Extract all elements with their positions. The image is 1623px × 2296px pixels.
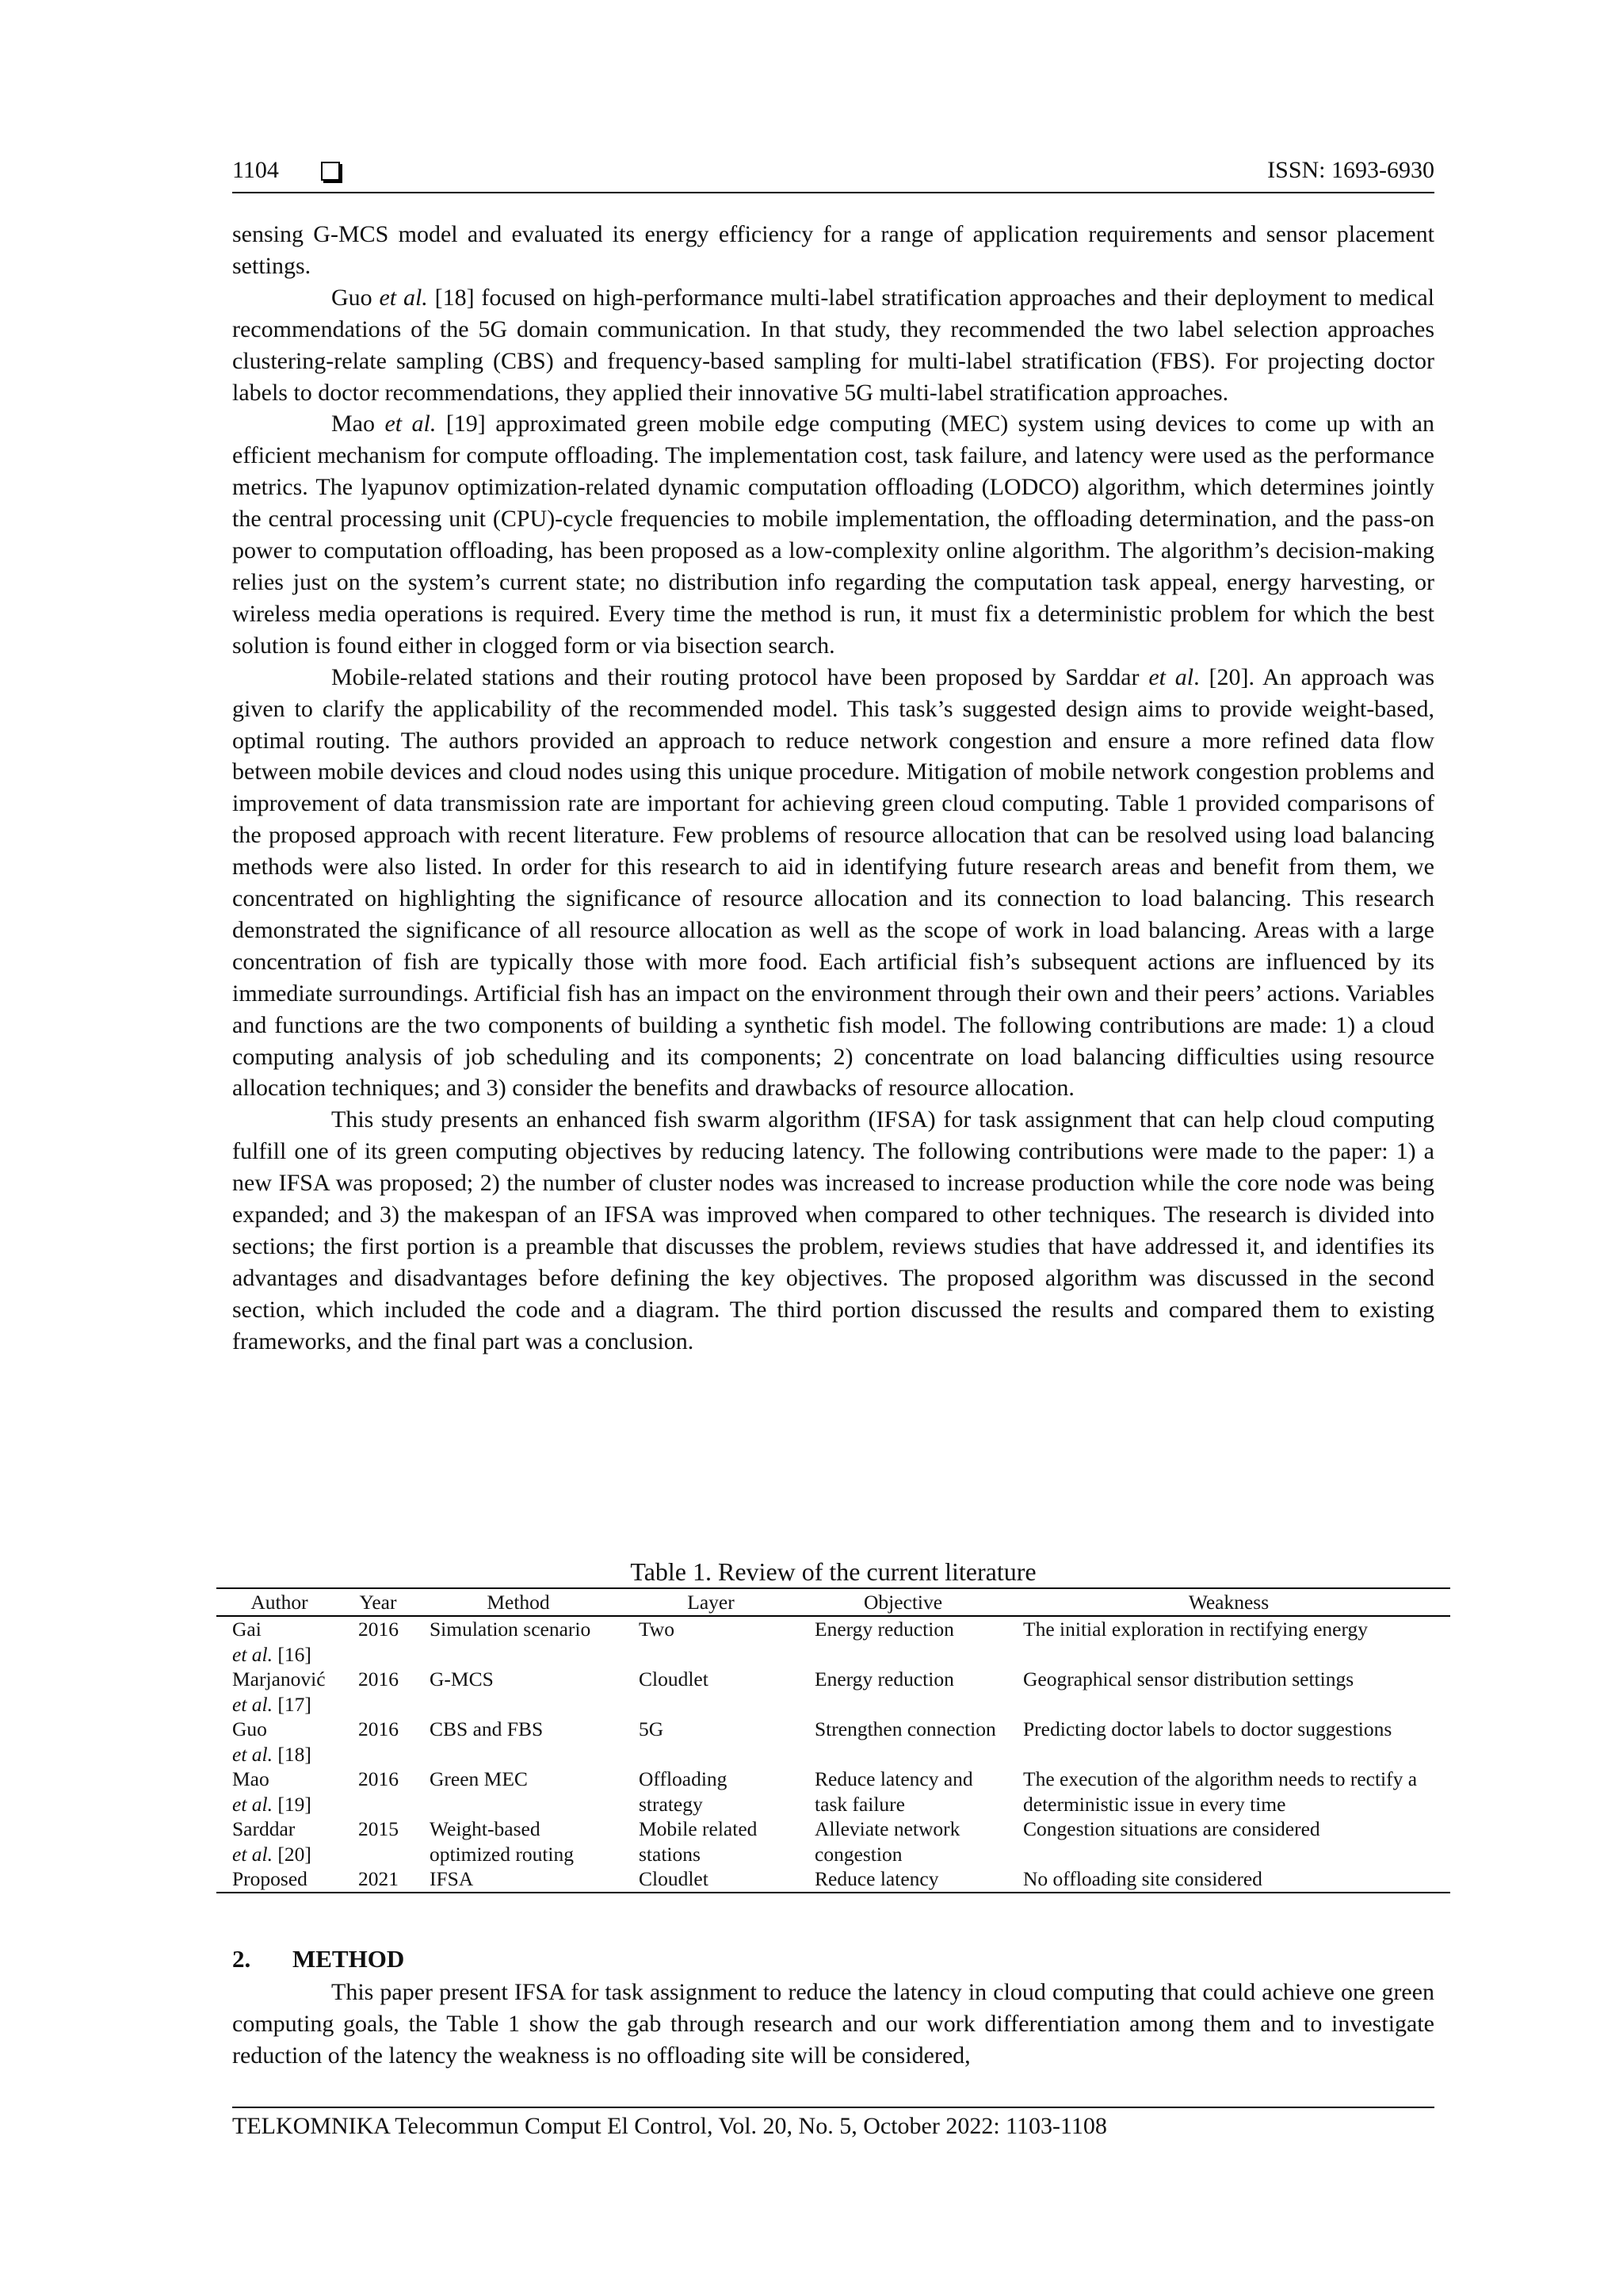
method-cell: Weight-based optimized routing bbox=[430, 1817, 575, 1866]
author-cell bbox=[216, 1667, 342, 1717]
body-text bbox=[232, 219, 1434, 1358]
author-name: Sarddar bbox=[232, 1817, 296, 1840]
author-ref: et al. [17] bbox=[232, 1692, 311, 1716]
text-run: [18] focused on high-performance multi-label stratification approaches and their deployment to medical recommendations of the 5G domain communication. In that study, they recommended the two label selection approaches clustering-relate sampling (CBS) and frequency-based sampling for multi-label stratification (FBS). For projecting doctor labels to doctor recommendations, they applied their innovative 5G multi-label stratification approaches. bbox=[232, 284, 1434, 406]
table-row bbox=[216, 1817, 1450, 1866]
layer-cell: Cloudlet bbox=[639, 1867, 708, 1890]
author-name: Mao bbox=[232, 1767, 269, 1790]
method-cell: Simulation scenario bbox=[430, 1618, 591, 1641]
author-cell bbox=[216, 1866, 342, 1893]
column-header: Year bbox=[359, 1590, 397, 1614]
layer-cell: Two bbox=[639, 1618, 674, 1641]
objective-cell: Strengthen connection bbox=[815, 1717, 996, 1740]
text-run: [19] approximated green mobile edge computing (MEC) system using devices to come up with an efficient mechanism for compute offloading. The implementation cost, task failure, and latency were used as the performance metrics. The lyapunov optimization-related dynamic computation offloading (LODCO) algorithm, which determines jointly the central processing unit (CPU)-cycle frequencies to mobile implementation, the offloading determination, and the pass-on power to computation offloading, has been proposed as a low-complexity online algorithm. The algorithm’s decision-making relies just on the system’s current state; no distribution info regarding the computation task appeal, energy harvesting, or wireless media operations is required. Every time the method is run, it must fix a deterministic problem for which the best solution is found either in clogged form or via bisection search. bbox=[232, 411, 1434, 659]
weakness-cell: Predicting doctor labels to doctor suggestions bbox=[1023, 1717, 1392, 1740]
objective-cell: Reduce latency bbox=[815, 1867, 939, 1890]
author-ref: et al. [19] bbox=[232, 1792, 311, 1816]
weakness-cell: No offloading site considered bbox=[1023, 1867, 1262, 1890]
section-title: METHOD bbox=[292, 1945, 405, 1973]
year-cell: 2016 bbox=[358, 1618, 399, 1641]
paragraph bbox=[232, 282, 1434, 409]
year-cell: 2016 bbox=[358, 1717, 399, 1740]
method-cell: G-MCS bbox=[430, 1668, 494, 1690]
et-al: et al bbox=[1148, 663, 1194, 690]
literature-table bbox=[216, 1587, 1450, 1893]
table-row bbox=[216, 1866, 1450, 1893]
author-name: Proposed bbox=[232, 1867, 307, 1890]
paragraph bbox=[232, 662, 1434, 1105]
text-run: Mao bbox=[331, 411, 385, 437]
paragraph: This paper present IFSA for task assignment to reduce the latency in cloud computing that could achieve one green computing goals, the Table 1 show the gab through research and our work differentiation among them and to investigate reduction of the latency the weakness is no offloading site will be considered, bbox=[232, 1979, 1434, 2069]
table-row bbox=[216, 1767, 1450, 1817]
method-cell: CBS and FBS bbox=[430, 1717, 544, 1740]
author-cell bbox=[216, 1616, 342, 1667]
column-header: Method bbox=[487, 1590, 550, 1614]
column-header: Layer bbox=[687, 1590, 735, 1614]
author-name: Guo bbox=[232, 1717, 267, 1740]
objective-cell: Reduce latency and task failure bbox=[815, 1767, 973, 1816]
column-header: Author bbox=[250, 1590, 308, 1614]
paragraph: This study presents an enhanced fish swarm algorithm (IFSA) for task assignment that can help cloud computing fulfill one of its green computing objectives by reducing latency. The following contributions were made to the paper: 1) a new IFSA was proposed; 2) the number of cluster nodes was increased to increase production while the core node was being expanded; and 3) the makespan of an IFSA was improved when compared to other techniques. The research is divided into sections; the first portion is a preamble that discusses the problem, reviews studies that have addressed it, and identifies its advantages and disadvantages before defining the key objectives. The proposed algorithm was discussed in the second section, which included the code and a diagram. The third portion discussed the results and compared them to existing frameworks, and the final part was a conclusion. bbox=[232, 1106, 1434, 1354]
et-al: et al. bbox=[384, 411, 437, 437]
paragraph bbox=[232, 408, 1434, 661]
author-cell bbox=[216, 1717, 342, 1767]
weakness-cell: The execution of the algorithm needs to rectify a deterministic issue in every time bbox=[1023, 1767, 1418, 1816]
author-name: Marjanović bbox=[232, 1668, 326, 1690]
weakness-cell: Geographical sensor distribution settings bbox=[1023, 1668, 1354, 1690]
method-cell: Green MEC bbox=[430, 1767, 528, 1790]
paragraph: sensing G-MCS model and evaluated its energy efficiency for a range of application requirements and sensor placement settings. bbox=[232, 221, 1434, 279]
table-row bbox=[216, 1667, 1450, 1717]
author-ref: et al. [20] bbox=[232, 1842, 311, 1866]
layer-cell: Cloudlet bbox=[639, 1668, 708, 1690]
author-name: Gai bbox=[232, 1618, 262, 1641]
text-run: Mobile-related stations and their routing protocol have been proposed by Sarddar bbox=[331, 663, 1149, 690]
text-run: Guo bbox=[331, 284, 380, 311]
page-number: 1104 bbox=[232, 157, 279, 183]
column-header: Weakness bbox=[1188, 1590, 1270, 1614]
objective-cell: Energy reduction bbox=[815, 1668, 954, 1690]
year-cell: 2021 bbox=[358, 1867, 399, 1890]
column-header: Objective bbox=[863, 1590, 943, 1614]
section-body bbox=[232, 1977, 1434, 2072]
method-cell: IFSA bbox=[430, 1867, 474, 1890]
objective-cell: Energy reduction bbox=[815, 1618, 954, 1641]
layer-cell: 5G bbox=[639, 1717, 664, 1740]
text-run: . [20]. An approach was given to clarify the applicability of the recommended model. This task’s suggested design aims to provide weight-based, optimal routing. The authors provided an approach to reduce network congestion and ensure a more refined data flow between mobile devices and cloud nodes using this unique procedure. Mitigation of mobile network congestion problems and improvement of data transmission rate are important for achieving green cloud computing. Table 1 provided comparisons of the proposed approach with recent literature. Few problems of resource allocation that can be resolved using load balancing methods were also listed. In order for this research to aid in identifying future research areas and benefit from them, we concentrated on highlighting the significance of resource allocation and its connection to load balancing. This research demonstrated the significance of all resource allocation as well as the scope of work in load balancing. Areas with a large concentration of fish are typically those with more food. Each artificial fish’s subsequent actions are influenced by its immediate surroundings. Artificial fish has an impact on the environment through their own and their peers’ actions. Variables and functions are the two components of building a synthetic fish model. The following contributions are made: 1) a cloud computing analysis of job scheduling and its components; 2) concentrate on load balancing difficulties using resource allocation techniques; and 3) consider the benefits and drawbacks of resource allocation. bbox=[232, 663, 1434, 1102]
table-row bbox=[216, 1717, 1450, 1767]
square-bullet-icon bbox=[321, 162, 340, 181]
year-cell: 2016 bbox=[358, 1767, 399, 1790]
author-ref: et al. [16] bbox=[232, 1642, 311, 1666]
year-cell: 2016 bbox=[358, 1668, 399, 1690]
author-cell bbox=[216, 1767, 342, 1817]
layer-cell: Mobile related stations bbox=[639, 1817, 758, 1866]
table-caption: Table 1. Review of the current literature bbox=[630, 1557, 1037, 1586]
weakness-cell: The initial exploration in rectifying energy bbox=[1023, 1618, 1369, 1641]
layer-cell: Offloading strategy bbox=[639, 1767, 727, 1816]
objective-cell: Alleviate network congestion bbox=[815, 1817, 960, 1866]
author-ref: et al. [18] bbox=[232, 1742, 311, 1766]
section-heading bbox=[232, 1945, 404, 1973]
weakness-cell: Congestion situations are considered bbox=[1023, 1817, 1320, 1840]
issn: ISSN: 1693-6930 bbox=[1267, 157, 1434, 183]
et-al: et al. bbox=[379, 284, 428, 311]
page-header bbox=[232, 157, 1434, 193]
year-cell: 2015 bbox=[358, 1817, 399, 1840]
table-header-row bbox=[216, 1588, 1450, 1616]
author-cell bbox=[216, 1817, 342, 1866]
table-row bbox=[216, 1616, 1450, 1667]
page-footer: TELKOMNIKA Telecommun Comput El Control, Vol. 20, No. 5, October 2022: 1103-1108 bbox=[232, 2107, 1434, 2140]
section-number: 2. bbox=[232, 1945, 251, 1973]
